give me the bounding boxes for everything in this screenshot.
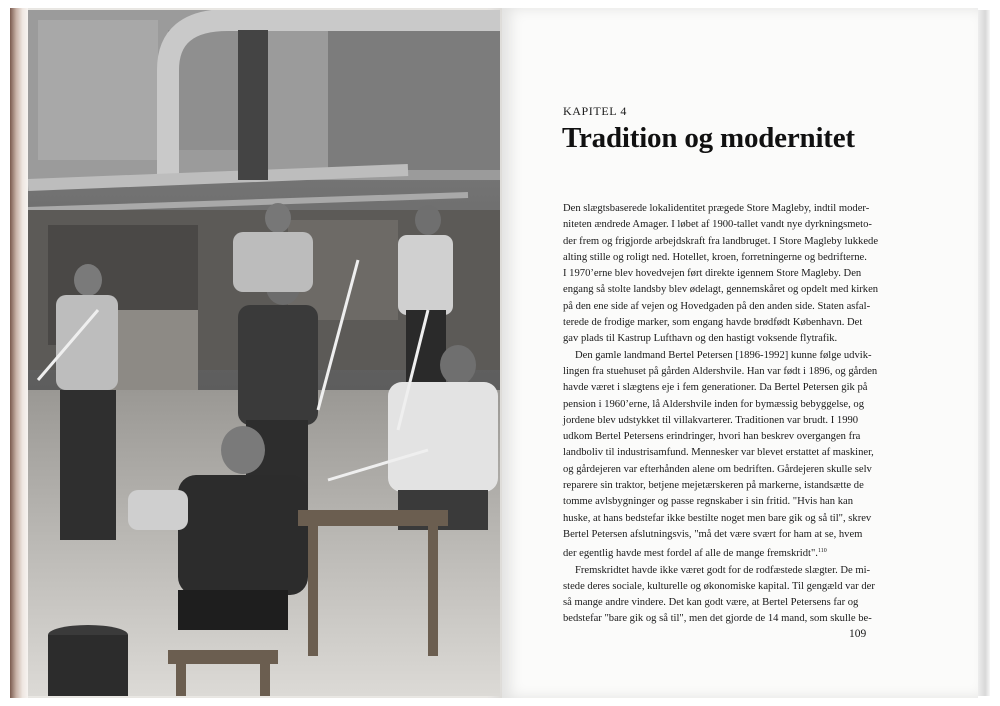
- text-line-content: tomme avlsbygninger og passe regnskaber i sin fritid. "Hvis han kan: [563, 496, 854, 508]
- text-line: [563, 315, 863, 331]
- text-line-content: landboliv til industrisamfund. Mennesker var blevet erstattet af maskiner,: [563, 447, 874, 459]
- text-line: [563, 250, 867, 266]
- text-line: [563, 217, 872, 233]
- text-line: [563, 579, 875, 595]
- text-line-content: terede de frodige marker, som engang havde brødfødt København. Det: [563, 317, 863, 329]
- text-line: [563, 543, 858, 562]
- text-line-content: Den gamle landmand Bertel Petersen [1896-1992] kunne følge udvik-: [575, 349, 872, 361]
- page-edge: [10, 8, 28, 698]
- text-line: [563, 266, 862, 282]
- text-line: [563, 462, 872, 478]
- text-line-content: alting stille og roligt ned. Hotellet, kroen, forretningerne og bedrifterne.: [563, 251, 867, 263]
- text-line-content: pension i 1960’erne, lå Aldershvile inden for bymæssig bebyggelse, og: [563, 398, 864, 410]
- text-line: [563, 527, 863, 543]
- text-line-content: bedstefar "bare gik og så til", men det gjorde de 14 mand, som skulle be-: [563, 613, 872, 625]
- text-line: [563, 364, 878, 380]
- chapter-title: Tradition og modernitet: [562, 122, 855, 154]
- photo-illustration: [28, 10, 500, 696]
- text-line-content: jordene blev udstykket til villakvarterer. Traditionen var brudt. I 1990: [563, 414, 859, 426]
- text-line: [563, 611, 872, 627]
- text-line-content: gav plads til Kastrup Lufthavn og den hastigt voksende flytrafik.: [563, 333, 838, 345]
- text-line: [563, 413, 858, 429]
- text-line: [563, 563, 871, 579]
- text-line-content: stede deres sociale, kulturelle og økonomiske kapital. Til gengæld var der: [563, 580, 875, 592]
- text-line: [563, 299, 871, 315]
- text-line-content: huske, at hans bedstefar ikke bestilte noget men bare gik og så til", skrev: [563, 512, 872, 524]
- text-line-content: udkom Bertel Petersens erindringer, hvori han beskrev overgangen fra: [563, 431, 861, 443]
- text-line-content: der frem og frigjorde arbejdskraft fra landbruget. I Store Magleby lukkede: [563, 235, 879, 247]
- text-line-content: engang så stolte landsby blev ødelagt, gennemskåret og opdelt med kirken: [563, 284, 879, 296]
- text-line: [563, 494, 858, 510]
- text-line: [563, 380, 868, 396]
- footnote-ref: 110: [817, 548, 827, 555]
- page-number: 109: [849, 628, 867, 640]
- text-line-content: der egentlig havde mest fordel af alle de mange fremskridt".: [563, 548, 818, 560]
- text-line: [563, 201, 870, 217]
- glassworks-photo: [28, 10, 500, 696]
- text-line: [563, 331, 858, 347]
- body-text: [563, 201, 879, 628]
- text-line-content: reparere sin traktor, betjene mejetærskeren på markerne, istandsætte de: [563, 480, 864, 492]
- chapter-label: KAPITEL 4: [563, 104, 627, 118]
- text-line: [563, 348, 872, 364]
- right-page-edge: [978, 10, 990, 696]
- text-line-content: havde været i slægtens eje i fem generationer. Da Bertel Petersen gik på: [563, 382, 868, 394]
- text-line: [563, 282, 879, 298]
- text-line-content: I 1970’erne blev hovedvejen ført direkte igennem Store Magleby. Den: [563, 268, 862, 280]
- text-line-content: niteten ændrede Amager. I løbet af 1900-tallet vandt nye dyrkningsmeto-: [563, 219, 872, 231]
- text-line: [563, 429, 861, 445]
- text-line: [563, 595, 858, 611]
- text-line: [563, 234, 879, 250]
- text-line: [563, 478, 864, 494]
- text-line: [563, 397, 864, 413]
- text-line-content: Bertel Petersen afslutningsvis, "må det være svært for ham at se, hvem: [563, 528, 863, 540]
- text-line-content: så mange andre vindere. Det kan godt være, at Bertel Petersens far og: [563, 597, 859, 609]
- text-line-content: og gårdejeren var efterhånden alene om bedriften. Gårdejeren skulle selv: [563, 463, 872, 475]
- text-line-content: lingen fra stuehuset på gården Aldershvile. Han var født i 1896, og gården: [563, 365, 878, 377]
- text-line: [563, 445, 874, 461]
- text-line-content: Den slægtsbaserede lokalidentitet prægede Store Magleby, indtil moder-: [563, 203, 870, 214]
- text-line: [563, 511, 872, 527]
- text-line-content: Fremskridtet havde ikke været godt for de rodfæstede slægter. De mi-: [575, 564, 871, 576]
- text-line-content: på den ene side af vejen og Hovedgaden på den anden side. Staten asfal-: [563, 300, 871, 312]
